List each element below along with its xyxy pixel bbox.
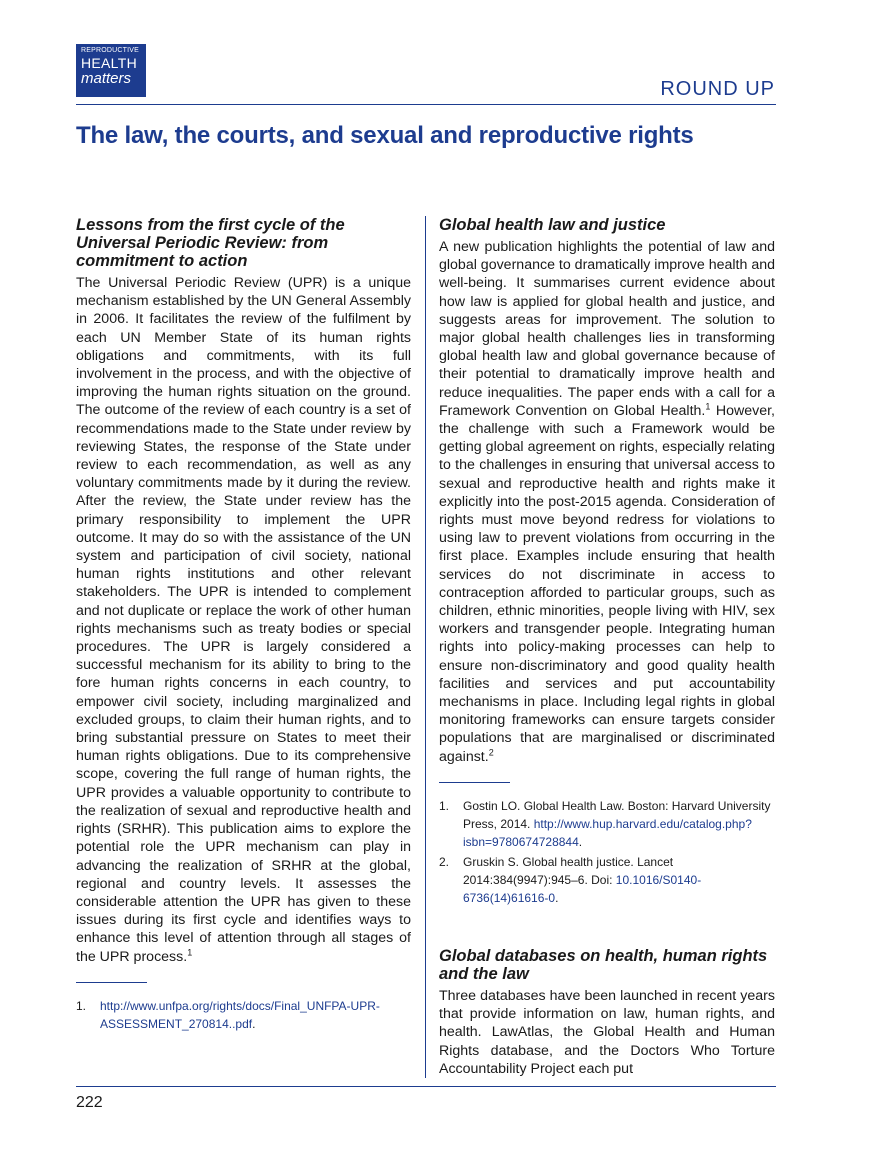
header-divider [76, 104, 776, 105]
reference-text: http://www.unfpa.org/rights/docs/Final_UNFPA-UPR-ASSESSMENT_270814..pdf. [100, 998, 380, 1031]
reference-text: Gostin LO. Global Health Law. Boston: Harvard University Press, 2014. http://www.hup.harvard.edu/catalog.php?isbn=9780674728844. [463, 798, 771, 849]
reference-item [76, 997, 411, 1033]
footnote-marker-1: 1 [705, 401, 711, 412]
global-health-law-body: A new publication highlights the potential of law and global governance to dramatically improve health and well-being. It summarises current evidence about how law is applied for global health and justice, and suggests areas for improvement. The solution to major global health challenges lies in transforming global health law and global governance because of their potential to dramatically improve health and reduce inequalities. The paper ends with a call for a Framework Convention on Global Health.$^1$ However, the challenge with such a Framework would be getting global agreement on rights, especially relating to the challenges in ensuring that universal access to sexual and reproductive health and rights make it explicitly into the post-2015 agenda. Consideration of rights must move beyond redress for violations to using law to prevent violations from occurring in the first place. Examples include ensuring that health services do not discriminate in access to contraception afforded to particular groups, such as children, ethnic minorities, people living with HIV, sex workers and transgender people. Integrating human rights into policy-making processes can help to ensure non-discriminatory and good quality health facilities and services and put accountability mechanisms in place. Including legal rights in global monitoring frameworks can ensure targets consider populations that are marginalised or discriminated against.$^2$ [439, 239, 775, 765]
footnote-divider [439, 782, 510, 783]
column-divider [425, 216, 426, 1078]
global-databases-heading: Global databases on health, human rights and the law [439, 946, 768, 983]
reference-number: 2. [439, 854, 450, 869]
journal-logo [76, 44, 146, 97]
upr-body-text: The Universal Periodic Review (UPR) is a unique mechanism established by the UN General Assembly in 2006. It facilitates the review of the fulfilment by each UN Member State of its human rights obligations and commitments, with its full involvement in the process, and with the objective of improving the human rights situation on the ground. The outcome of the review of each country is a set of recommendations made to the State under review by reviewing States, the response of the State under review to each recommendation, as well as any voluntary commitments made by it during the review. After the review, the State under review has the primary responsibility to implement the UPR outcome. It may do so with the assistance of the UN system and participation of civil society, national human rights institutions and other relevant stakeholders. The UPR is intended to complement and not duplicate or replace the work of other human rights mechanisms such as treaty bodies or special procedures. The UPR is largely considered a successful mechanism for its ability to bring to the fore human rights concerns in each country, to empower civil society, including marginalized and excluded groups, to claim their human rights, and to bring substantial pressure on States to meet their human rights obligations. Due to its comprehensive scope, covering the full range of human rights, the UPR provides a valuable opportunity to contribute to the realization of sexual and reproductive health and rights (SRHR). This publication aims to explore the potential role the UPR mechanism can play in advancing the realization of SRHR at the global, regional and country levels. It assesses the considerable attention the UPR has given to these issues during its first cycle and identifies ways to enhance this level of attention through all stages of the UPR process. [76, 275, 411, 965]
logo-line-3: matters [81, 70, 132, 87]
global-health-law-heading: Global health law and justice [439, 216, 666, 234]
reference-item [439, 797, 775, 851]
reference-item [439, 853, 775, 907]
upr-heading: Lessons from the first cycle of the Universal Periodic Review: from commitment to action [76, 216, 345, 270]
section-label: ROUND UP [660, 78, 775, 100]
footnote-divider [76, 982, 147, 983]
reference-link[interactable]: http://www.hup.harvard.edu/catalog.php?isbn=9780674728844 [463, 816, 752, 849]
reference-text: Gruskin S. Global health justice. Lancet 2014:384(9947):945–6. Doi: 10.1016/S0140-6736(14)61616-0. [463, 854, 702, 905]
reference-doi-link[interactable]: 10.1016/S0140-6736(14)61616-0 [463, 872, 702, 905]
left-column [76, 216, 411, 1035]
page-number: 222 [76, 1094, 103, 1111]
footer-divider [76, 1086, 776, 1087]
reference-number: 1. [76, 998, 87, 1013]
upr-references [76, 997, 411, 1033]
reference-number: 1. [439, 798, 450, 813]
logo-line-2: HEALTH [81, 55, 137, 71]
right-column [439, 216, 775, 1078]
upr-body [76, 274, 411, 966]
logo-line-1: REPRODUCTIVE [81, 47, 140, 54]
global-health-references [439, 797, 775, 907]
upr-footnote-marker: 1 [187, 946, 193, 957]
reference-link[interactable]: http://www.unfpa.org/rights/docs/Final_UNFPA-UPR-ASSESSMENT_270814..pdf [100, 998, 380, 1031]
footnote-marker-2: 2 [488, 746, 494, 757]
page-title: The law, the courts, and sexual and reproductive rights [76, 122, 694, 149]
global-databases-body: Three databases have been launched in recent years that provide information on law, human rights, and health. LawAtlas, the Global Health and Human Rights database, and the Doctors Who Torture Accountability Project each put [439, 987, 775, 1077]
